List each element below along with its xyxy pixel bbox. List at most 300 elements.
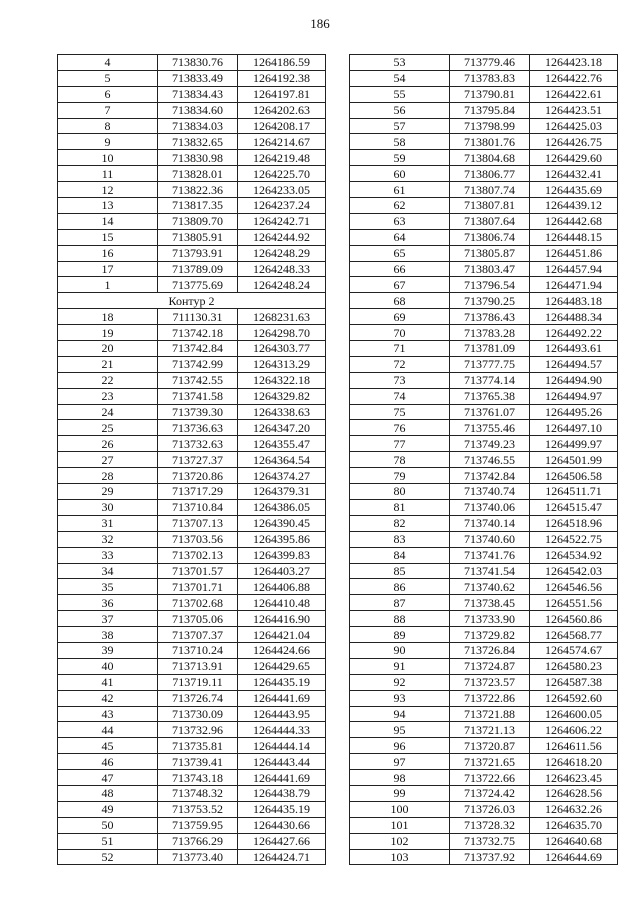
y-coordinate-cell: 1264403.27	[238, 563, 326, 579]
table-row	[58, 166, 326, 182]
point-number-cell: 75	[350, 404, 450, 420]
point-number-cell: 52	[58, 849, 158, 865]
table-row	[58, 801, 326, 817]
table-row	[58, 118, 326, 134]
table-row	[350, 261, 618, 277]
table-row	[350, 245, 618, 261]
table-row	[58, 468, 326, 484]
x-coordinate-cell: 713786.43	[450, 309, 530, 325]
point-number-cell: 31	[58, 515, 158, 531]
y-coordinate-cell: 1264522.75	[530, 531, 618, 547]
table-row	[58, 452, 326, 468]
table-row	[58, 372, 326, 388]
table-row	[58, 229, 326, 245]
x-coordinate-cell: 713702.13	[158, 547, 238, 563]
x-coordinate-cell: 713740.74	[450, 484, 530, 500]
point-number-cell: 65	[350, 245, 450, 261]
point-number-cell: 25	[58, 420, 158, 436]
x-coordinate-cell: 713801.76	[450, 134, 530, 150]
section-header: Контур 2	[58, 293, 326, 309]
table-row	[58, 785, 326, 801]
point-number-cell: 53	[350, 55, 450, 71]
x-coordinate-cell: 713741.76	[450, 547, 530, 563]
table-row	[350, 801, 618, 817]
point-number-cell: 55	[350, 86, 450, 102]
y-coordinate-cell: 1264515.47	[530, 499, 618, 515]
x-coordinate-cell: 713741.58	[158, 388, 238, 404]
point-number-cell: 90	[350, 642, 450, 658]
point-number-cell: 45	[58, 738, 158, 754]
point-number-cell: 67	[350, 277, 450, 293]
x-coordinate-cell: 713736.63	[158, 420, 238, 436]
x-coordinate-cell: 713742.84	[158, 341, 238, 357]
x-coordinate-cell: 713790.25	[450, 293, 530, 309]
y-coordinate-cell: 1264587.38	[530, 674, 618, 690]
y-coordinate-cell: 1264248.24	[238, 277, 326, 293]
y-coordinate-cell: 1264441.69	[238, 770, 326, 786]
x-coordinate-cell: 713773.40	[158, 849, 238, 865]
y-coordinate-cell: 1264640.68	[530, 833, 618, 849]
table-row	[350, 738, 618, 754]
point-number-cell: 21	[58, 356, 158, 372]
table-row	[58, 579, 326, 595]
y-coordinate-cell: 1264438.79	[238, 785, 326, 801]
x-coordinate-cell: 713783.83	[450, 70, 530, 86]
point-number-cell: 42	[58, 690, 158, 706]
y-coordinate-cell: 1264242.71	[238, 213, 326, 229]
table-row	[58, 436, 326, 452]
y-coordinate-cell: 1264471.94	[530, 277, 618, 293]
y-coordinate-cell: 1264635.70	[530, 817, 618, 833]
x-coordinate-cell: 713722.86	[450, 690, 530, 706]
x-coordinate-cell: 713807.81	[450, 198, 530, 214]
x-coordinate-cell: 713738.45	[450, 595, 530, 611]
table-row	[350, 674, 618, 690]
x-coordinate-cell: 713713.91	[158, 658, 238, 674]
table-row	[350, 277, 618, 293]
x-coordinate-cell: 713705.06	[158, 611, 238, 627]
x-coordinate-cell: 713740.62	[450, 579, 530, 595]
y-coordinate-cell: 1264592.60	[530, 690, 618, 706]
point-number-cell: 37	[58, 611, 158, 627]
table-row	[58, 388, 326, 404]
y-coordinate-cell: 1264495.26	[530, 404, 618, 420]
x-coordinate-cell: 713790.81	[450, 86, 530, 102]
y-coordinate-cell: 1264618.20	[530, 754, 618, 770]
x-coordinate-cell: 713777.75	[450, 356, 530, 372]
table-row	[58, 722, 326, 738]
point-number-cell: 59	[350, 150, 450, 166]
table-row	[58, 563, 326, 579]
y-coordinate-cell: 1264499.97	[530, 436, 618, 452]
table-row	[58, 547, 326, 563]
point-number-cell: 32	[58, 531, 158, 547]
y-coordinate-cell: 1264197.81	[238, 86, 326, 102]
point-number-cell: 15	[58, 229, 158, 245]
x-coordinate-cell: 713733.90	[450, 611, 530, 627]
point-number-cell: 82	[350, 515, 450, 531]
y-coordinate-cell: 1264233.05	[238, 182, 326, 198]
table-row	[350, 833, 618, 849]
point-number-cell: 70	[350, 325, 450, 341]
point-number-cell: 57	[350, 118, 450, 134]
point-number-cell: 41	[58, 674, 158, 690]
y-coordinate-cell: 1264494.97	[530, 388, 618, 404]
x-coordinate-cell: 713726.03	[450, 801, 530, 817]
y-coordinate-cell: 1264424.66	[238, 642, 326, 658]
y-coordinate-cell: 1264443.44	[238, 754, 326, 770]
x-coordinate-cell: 713742.55	[158, 372, 238, 388]
x-coordinate-cell: 713720.86	[158, 468, 238, 484]
table-row	[350, 563, 618, 579]
x-coordinate-cell: 713702.68	[158, 595, 238, 611]
point-number-cell: 56	[350, 102, 450, 118]
coordinates-table-right	[349, 54, 618, 865]
table-row	[58, 595, 326, 611]
point-number-cell: 34	[58, 563, 158, 579]
y-coordinate-cell: 1264424.71	[238, 849, 326, 865]
y-coordinate-cell: 1264435.19	[238, 674, 326, 690]
point-number-cell: 77	[350, 436, 450, 452]
point-number-cell: 80	[350, 484, 450, 500]
x-coordinate-cell: 711130.31	[158, 309, 238, 325]
table-row	[58, 754, 326, 770]
point-number-cell: 17	[58, 261, 158, 277]
point-number-cell: 99	[350, 785, 450, 801]
table-row	[350, 595, 618, 611]
x-coordinate-cell: 713727.37	[158, 452, 238, 468]
x-coordinate-cell: 713793.91	[158, 245, 238, 261]
table-row	[58, 833, 326, 849]
point-number-cell: 91	[350, 658, 450, 674]
table-row	[350, 722, 618, 738]
x-coordinate-cell: 713701.57	[158, 563, 238, 579]
y-coordinate-cell: 1264442.68	[530, 213, 618, 229]
table-row	[58, 245, 326, 261]
x-coordinate-cell: 713721.65	[450, 754, 530, 770]
x-coordinate-cell: 713781.09	[450, 341, 530, 357]
x-coordinate-cell: 713749.23	[450, 436, 530, 452]
point-number-cell: 74	[350, 388, 450, 404]
y-coordinate-cell: 1264244.92	[238, 229, 326, 245]
point-number-cell: 63	[350, 213, 450, 229]
point-number-cell: 79	[350, 468, 450, 484]
y-coordinate-cell: 1264186.59	[238, 55, 326, 71]
y-coordinate-cell: 1264406.88	[238, 579, 326, 595]
table-row	[350, 611, 618, 627]
y-coordinate-cell: 1264443.95	[238, 706, 326, 722]
table-row	[350, 817, 618, 833]
y-coordinate-cell: 1264410.48	[238, 595, 326, 611]
point-number-cell: 27	[58, 452, 158, 468]
y-coordinate-cell: 1264386.05	[238, 499, 326, 515]
table-row	[350, 484, 618, 500]
table-row	[58, 849, 326, 865]
y-coordinate-cell: 1264432.41	[530, 166, 618, 182]
table-row	[58, 484, 326, 500]
point-number-cell: 19	[58, 325, 158, 341]
table-row	[350, 166, 618, 182]
y-coordinate-cell: 1264338.63	[238, 404, 326, 420]
x-coordinate-cell: 713783.28	[450, 325, 530, 341]
x-coordinate-cell: 713743.18	[158, 770, 238, 786]
point-number-cell: 14	[58, 213, 158, 229]
y-coordinate-cell: 1264303.77	[238, 341, 326, 357]
point-number-cell: 7	[58, 102, 158, 118]
y-coordinate-cell: 1264546.56	[530, 579, 618, 595]
y-coordinate-cell: 1264427.66	[238, 833, 326, 849]
table-row	[58, 70, 326, 86]
point-number-cell: 100	[350, 801, 450, 817]
x-coordinate-cell: 713805.91	[158, 229, 238, 245]
y-coordinate-cell: 1264534.92	[530, 547, 618, 563]
x-coordinate-cell: 713723.57	[450, 674, 530, 690]
y-coordinate-cell: 1264518.96	[530, 515, 618, 531]
table-row	[350, 213, 618, 229]
x-coordinate-cell: 713726.84	[450, 642, 530, 658]
table-row	[58, 213, 326, 229]
y-coordinate-cell: 1264606.22	[530, 722, 618, 738]
x-coordinate-cell: 713742.99	[158, 356, 238, 372]
y-coordinate-cell: 1264423.18	[530, 55, 618, 71]
point-number-cell: 1	[58, 277, 158, 293]
y-coordinate-cell: 1264429.60	[530, 150, 618, 166]
x-coordinate-cell: 713717.29	[158, 484, 238, 500]
y-coordinate-cell: 1264501.99	[530, 452, 618, 468]
y-coordinate-cell: 1264435.69	[530, 182, 618, 198]
point-number-cell: 35	[58, 579, 158, 595]
point-number-cell: 13	[58, 198, 158, 214]
table-row	[58, 658, 326, 674]
table-row	[350, 182, 618, 198]
y-coordinate-cell: 1264444.14	[238, 738, 326, 754]
coordinates-table-left	[57, 54, 326, 865]
y-coordinate-cell: 1264422.76	[530, 70, 618, 86]
x-coordinate-cell: 713833.49	[158, 70, 238, 86]
y-coordinate-cell: 1264632.26	[530, 801, 618, 817]
table-row	[58, 102, 326, 118]
point-number-cell: 5	[58, 70, 158, 86]
x-coordinate-cell: 713737.92	[450, 849, 530, 865]
table-row	[58, 690, 326, 706]
point-number-cell: 86	[350, 579, 450, 595]
point-number-cell: 94	[350, 706, 450, 722]
y-coordinate-cell: 1264560.86	[530, 611, 618, 627]
y-coordinate-cell: 1264425.03	[530, 118, 618, 134]
y-coordinate-cell: 1264426.75	[530, 134, 618, 150]
table-row	[350, 293, 618, 309]
y-coordinate-cell: 1264429.65	[238, 658, 326, 674]
table-row	[350, 341, 618, 357]
x-coordinate-cell: 713804.68	[450, 150, 530, 166]
point-number-cell: 85	[350, 563, 450, 579]
x-coordinate-cell: 713740.06	[450, 499, 530, 515]
x-coordinate-cell: 713822.36	[158, 182, 238, 198]
table-row	[350, 229, 618, 245]
x-coordinate-cell: 713721.13	[450, 722, 530, 738]
point-number-cell: 16	[58, 245, 158, 261]
x-coordinate-cell: 713828.01	[158, 166, 238, 182]
y-coordinate-cell: 1264611.56	[530, 738, 618, 754]
y-coordinate-cell: 1264430.66	[238, 817, 326, 833]
x-coordinate-cell: 713834.43	[158, 86, 238, 102]
point-number-cell: 87	[350, 595, 450, 611]
table-row	[58, 325, 326, 341]
point-number-cell: 64	[350, 229, 450, 245]
point-number-cell: 49	[58, 801, 158, 817]
x-coordinate-cell: 713775.69	[158, 277, 238, 293]
table-row	[350, 55, 618, 71]
x-coordinate-cell: 713707.37	[158, 627, 238, 643]
point-number-cell: 46	[58, 754, 158, 770]
x-coordinate-cell: 713806.77	[450, 166, 530, 182]
x-coordinate-cell: 713809.70	[158, 213, 238, 229]
table-row	[58, 356, 326, 372]
y-coordinate-cell: 1264422.61	[530, 86, 618, 102]
y-coordinate-cell: 1264421.04	[238, 627, 326, 643]
point-number-cell: 88	[350, 611, 450, 627]
y-coordinate-cell: 1264511.71	[530, 484, 618, 500]
table-row	[350, 86, 618, 102]
table-row	[350, 499, 618, 515]
y-coordinate-cell: 1264439.12	[530, 198, 618, 214]
point-number-cell: 69	[350, 309, 450, 325]
x-coordinate-cell: 713830.98	[158, 150, 238, 166]
y-coordinate-cell: 1264313.29	[238, 356, 326, 372]
point-number-cell: 93	[350, 690, 450, 706]
y-coordinate-cell: 1264208.17	[238, 118, 326, 134]
table-row	[58, 531, 326, 547]
point-number-cell: 40	[58, 658, 158, 674]
x-coordinate-cell: 713710.84	[158, 499, 238, 515]
y-coordinate-cell: 1264390.45	[238, 515, 326, 531]
y-coordinate-cell: 1264457.94	[530, 261, 618, 277]
point-number-cell: 66	[350, 261, 450, 277]
table-row	[58, 86, 326, 102]
table-row	[350, 531, 618, 547]
section-header-row	[58, 293, 326, 309]
table-row	[58, 420, 326, 436]
y-coordinate-cell: 1264374.27	[238, 468, 326, 484]
x-coordinate-cell: 713796.54	[450, 277, 530, 293]
table-row	[58, 150, 326, 166]
y-coordinate-cell: 1264435.19	[238, 801, 326, 817]
x-coordinate-cell: 713803.47	[450, 261, 530, 277]
x-coordinate-cell: 713748.32	[158, 785, 238, 801]
point-number-cell: 12	[58, 182, 158, 198]
point-number-cell: 43	[58, 706, 158, 722]
point-number-cell: 58	[350, 134, 450, 150]
point-number-cell: 11	[58, 166, 158, 182]
table-row	[58, 404, 326, 420]
table-row	[58, 182, 326, 198]
point-number-cell: 23	[58, 388, 158, 404]
x-coordinate-cell: 713710.24	[158, 642, 238, 658]
point-number-cell: 28	[58, 468, 158, 484]
table-row	[58, 55, 326, 71]
y-coordinate-cell: 1264192.38	[238, 70, 326, 86]
y-coordinate-cell: 1264399.83	[238, 547, 326, 563]
table-row	[350, 436, 618, 452]
table-row	[350, 309, 618, 325]
y-coordinate-cell: 1264248.33	[238, 261, 326, 277]
y-coordinate-cell: 1264494.90	[530, 372, 618, 388]
x-coordinate-cell: 713746.55	[450, 452, 530, 468]
y-coordinate-cell: 1264355.47	[238, 436, 326, 452]
x-coordinate-cell: 713830.76	[158, 55, 238, 71]
point-number-cell: 4	[58, 55, 158, 71]
point-number-cell: 103	[350, 849, 450, 865]
point-number-cell: 30	[58, 499, 158, 515]
y-coordinate-cell: 1264542.03	[530, 563, 618, 579]
x-coordinate-cell: 713766.29	[158, 833, 238, 849]
y-coordinate-cell: 1264568.77	[530, 627, 618, 643]
x-coordinate-cell: 713798.99	[450, 118, 530, 134]
y-coordinate-cell: 1264497.10	[530, 420, 618, 436]
x-coordinate-cell: 713834.03	[158, 118, 238, 134]
point-number-cell: 29	[58, 484, 158, 500]
table-row	[350, 404, 618, 420]
point-number-cell: 20	[58, 341, 158, 357]
table-row	[350, 658, 618, 674]
point-number-cell: 95	[350, 722, 450, 738]
x-coordinate-cell: 713765.38	[450, 388, 530, 404]
x-coordinate-cell: 713730.09	[158, 706, 238, 722]
point-number-cell: 24	[58, 404, 158, 420]
table-row	[350, 754, 618, 770]
table-row	[350, 579, 618, 595]
y-coordinate-cell: 1264494.57	[530, 356, 618, 372]
table-row	[58, 770, 326, 786]
point-number-cell: 98	[350, 770, 450, 786]
table-row	[350, 785, 618, 801]
point-number-cell: 48	[58, 785, 158, 801]
point-number-cell: 78	[350, 452, 450, 468]
y-coordinate-cell: 1264492.22	[530, 325, 618, 341]
point-number-cell: 92	[350, 674, 450, 690]
x-coordinate-cell: 713807.64	[450, 213, 530, 229]
point-number-cell: 38	[58, 627, 158, 643]
x-coordinate-cell: 713742.18	[158, 325, 238, 341]
table-row	[58, 277, 326, 293]
point-number-cell: 76	[350, 420, 450, 436]
x-coordinate-cell: 713720.87	[450, 738, 530, 754]
x-coordinate-cell: 713728.32	[450, 817, 530, 833]
table-row	[58, 817, 326, 833]
table-row	[350, 372, 618, 388]
point-number-cell: 71	[350, 341, 450, 357]
point-number-cell: 54	[350, 70, 450, 86]
x-coordinate-cell: 713755.46	[450, 420, 530, 436]
table-row	[350, 70, 618, 86]
y-coordinate-cell: 1264623.45	[530, 770, 618, 786]
table-row	[58, 134, 326, 150]
x-coordinate-cell: 713721.88	[450, 706, 530, 722]
table-row	[350, 468, 618, 484]
table-row	[350, 102, 618, 118]
x-coordinate-cell: 713806.74	[450, 229, 530, 245]
y-coordinate-cell: 1264448.15	[530, 229, 618, 245]
y-coordinate-cell: 1264628.56	[530, 785, 618, 801]
table-row	[58, 611, 326, 627]
x-coordinate-cell: 713761.07	[450, 404, 530, 420]
x-coordinate-cell: 713807.74	[450, 182, 530, 198]
point-number-cell: 51	[58, 833, 158, 849]
table-row	[58, 642, 326, 658]
y-coordinate-cell: 1264423.51	[530, 102, 618, 118]
x-coordinate-cell: 713735.81	[158, 738, 238, 754]
x-coordinate-cell: 713741.54	[450, 563, 530, 579]
